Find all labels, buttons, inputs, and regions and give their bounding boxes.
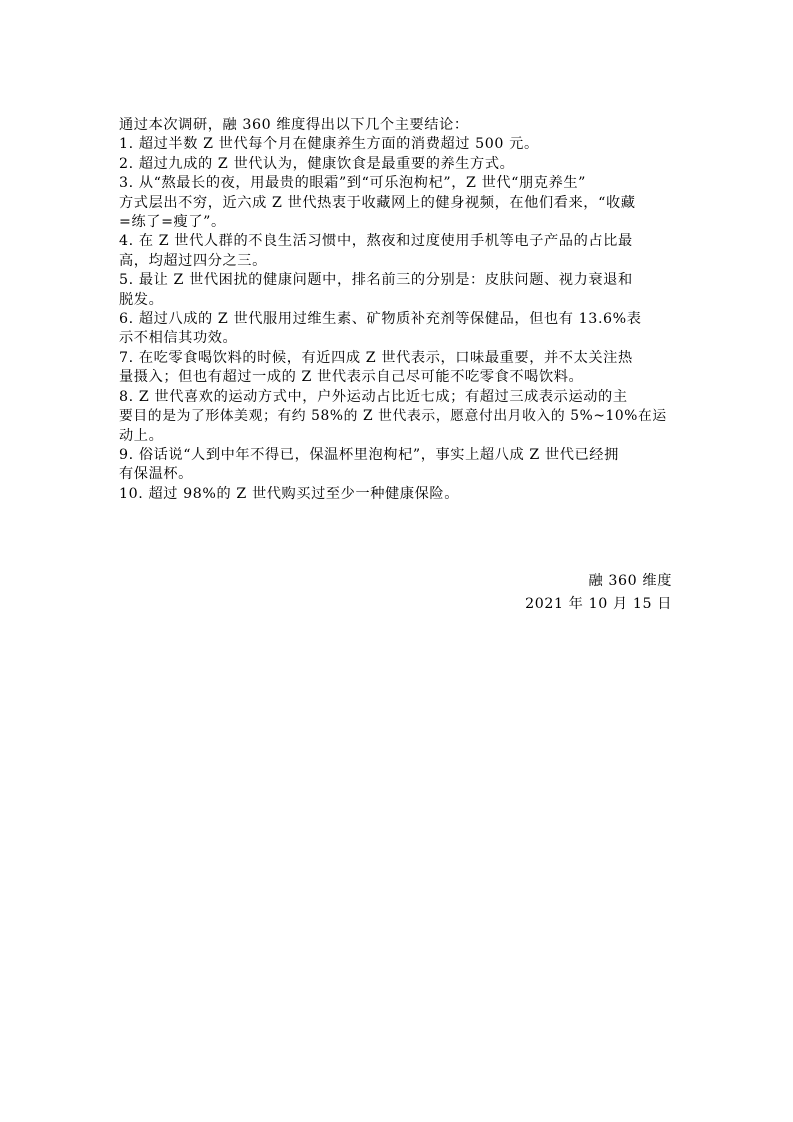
conclusion-8-line-1: 8. Z 世代喜欢的运动方式中，户外运动占比近七成；有超过三成表示运动的主: [119, 388, 628, 405]
conclusion-3-line-3: =练了=瘦了”。: [119, 214, 226, 231]
conclusion-6-line-2: 示不相信其功效。: [119, 330, 238, 347]
conclusion-7-line-2: 量摄入；但也有超过一成的 Z 世代表示自己尽可能不吃零食不喝饮料。: [119, 369, 584, 386]
conclusion-6-line-1: 6. 超过八成的 Z 世代服用过维生素、矿物质补充剂等保健品，但也有 13.6%表: [119, 311, 642, 328]
signature-date: 2021 年 10 月 15 日: [525, 596, 672, 612]
conclusion-2-line-1: 2. 超过九成的 Z 世代认为，健康饮食是最重要的养生方式。: [119, 155, 515, 172]
conclusion-3-line-1: 3. 从“熬最长的夜，用最贵的眼霜”到“可乐泡枸杞”，Z 世代“朋克养生”: [119, 175, 587, 192]
conclusion-10-line-1: 10. 超过 98%的 Z 世代购买过至少一种健康保险。: [119, 485, 459, 502]
intro-line: 通过本次调研，融 360 维度得出以下几个主要结论：: [119, 117, 469, 133]
signature-org: 融 360 维度: [588, 573, 672, 589]
document-body: [119, 116, 674, 504]
conclusion-4-line-2: 高，均超过四分之三。: [119, 252, 267, 269]
conclusion-5-line-1: 5. 最让 Z 世代困扰的健康问题中，排名前三的分别是：皮肤问题、视力衰退和: [119, 272, 633, 289]
conclusion-4-line-1: 4. 在 Z 世代人群的不良生活习惯中，熬夜和过度使用手机等电子产品的占比最: [119, 233, 633, 250]
conclusion-8-line-3: 动上。: [119, 427, 164, 444]
conclusion-7-line-1: 7. 在吃零食喝饮料的时候，有近四成 Z 世代表示，口味最重要，并不太关注热: [119, 349, 633, 366]
conclusion-1-line-1: 1. 超过半数 Z 世代每个月在健康养生方面的消费超过 500 元。: [119, 136, 539, 153]
conclusion-3-line-2: 方式层出不穷，近六成 Z 世代热衷于收藏网上的健身视频，在他们看来，“收藏: [119, 194, 636, 211]
conclusion-9-line-2: 有保温杯。: [119, 466, 193, 483]
conclusion-8-line-2: 要目的是为了形体美观；有约 58%的 Z 世代表示，愿意付出月收入的 5%~10%在运: [119, 408, 667, 425]
conclusion-5-line-2: 脱发。: [119, 291, 164, 308]
conclusion-9-line-1: 9. 俗话说“人到中年不得已，保温杯里泡枸杞”，事实上超八成 Z 世代已经拥: [119, 446, 619, 463]
